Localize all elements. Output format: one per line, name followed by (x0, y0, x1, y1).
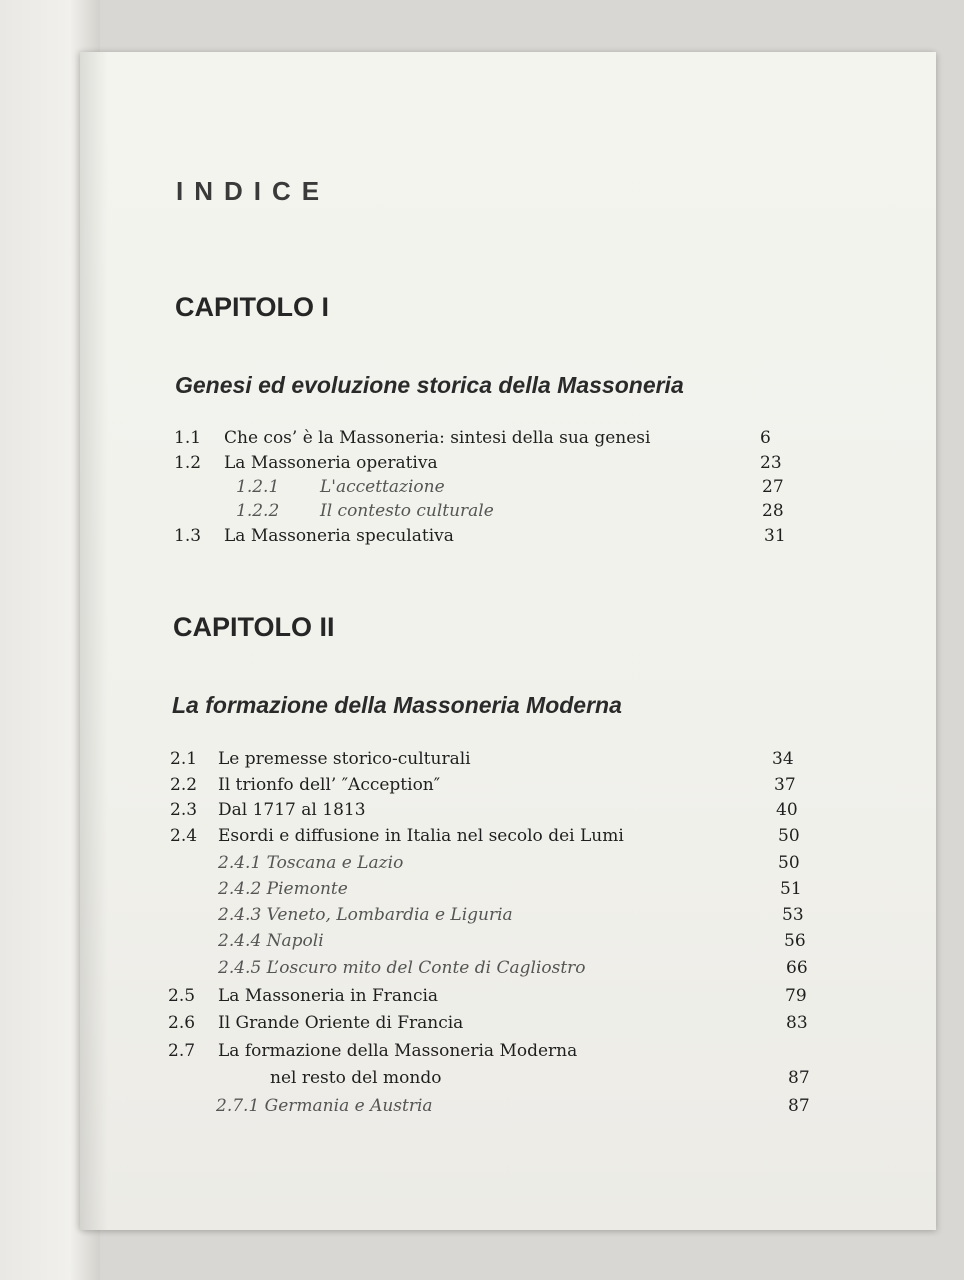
toc-entry-1-3[interactable] (174, 526, 794, 550)
toc-entry-2-4[interactable] (170, 826, 810, 850)
toc-entry-2-1[interactable] (170, 749, 810, 773)
toc-page: 83 (786, 1013, 808, 1033)
toc-page: 37 (774, 775, 796, 795)
toc-number: 2.1 (170, 749, 198, 769)
toc-text: Il contesto culturale (320, 501, 494, 521)
toc-entry-2-2[interactable] (170, 775, 810, 799)
toc-text: Il Grande Oriente di Francia (218, 1013, 464, 1033)
toc-number: 1.3 (174, 526, 202, 546)
toc-text: La Massoneria operativa (224, 453, 438, 473)
toc-number: 2.5 (168, 986, 196, 1006)
toc-page: 31 (764, 526, 786, 546)
toc-entry-2-4-4[interactable] (218, 931, 814, 955)
toc-number: 1.2 (174, 453, 202, 473)
toc-page: 51 (780, 879, 802, 899)
toc-entry-2-4-1[interactable] (218, 853, 814, 877)
toc-entry-2-7-cont[interactable] (168, 1068, 818, 1092)
toc-text: Esordi e diffusione in Italia nel secolo dei Lumi (218, 826, 624, 846)
chapter-2-heading: CAPITOLO II (173, 612, 335, 642)
chapter-1-subtitle: Genesi ed evoluzione storica della Massoneria (175, 372, 684, 398)
toc-number: 2.4 (170, 826, 198, 846)
toc-text: nel resto del mondo (270, 1068, 442, 1088)
toc-page: 50 (778, 853, 800, 873)
toc-page: 79 (785, 986, 807, 1006)
toc-entry-1-2-2[interactable] (236, 501, 796, 525)
toc-number: 1.1 (174, 428, 202, 448)
index-title: INDICE (176, 176, 331, 206)
toc-number: 2.6 (168, 1013, 196, 1033)
toc-entry-2-7[interactable] (168, 1041, 818, 1065)
toc-entry-2-5[interactable] (168, 986, 818, 1010)
toc-text: 2.4.4 Napoli (218, 931, 324, 951)
toc-page: 6 (760, 428, 771, 448)
toc-page: 40 (776, 800, 798, 820)
toc-text: Che cos’ è la Massoneria: sintesi della sua genesi (224, 428, 651, 448)
toc-number: 1.2.1 (236, 477, 280, 497)
toc-page: 87 (788, 1096, 810, 1116)
toc-text: 2.4.3 Veneto, Lombardia e Liguria (218, 905, 513, 925)
toc-page: 28 (762, 501, 784, 521)
toc-text: Il trionfo dell’ ″Acception″ (218, 775, 441, 795)
toc-text: La formazione della Massoneria Moderna (218, 1041, 578, 1061)
toc-entry-2-7-1[interactable] (216, 1096, 820, 1120)
toc-text: 2.4.2 Piemonte (218, 879, 348, 899)
toc-number: 2.7 (168, 1041, 196, 1061)
toc-page: 23 (760, 453, 782, 473)
toc-number: 2.2 (170, 775, 198, 795)
toc-page: 56 (784, 931, 806, 951)
toc-entry-2-4-2[interactable] (218, 879, 814, 903)
toc-text: Dal 1717 al 1813 (218, 800, 366, 820)
chapter-2-subtitle: La formazione della Massoneria Moderna (172, 692, 622, 718)
toc-page: 53 (782, 905, 804, 925)
toc-number: 2.3 (170, 800, 198, 820)
toc-page: 66 (786, 958, 808, 978)
toc-entry-1-1[interactable] (174, 428, 794, 452)
toc-entry-1-2[interactable] (174, 453, 794, 477)
toc-page: 34 (772, 749, 794, 769)
toc-number: 1.2.2 (236, 501, 280, 521)
page-gutter (80, 52, 108, 1230)
chapter-1-heading: CAPITOLO I (175, 292, 330, 322)
toc-page: 27 (762, 477, 784, 497)
toc-entry-2-6[interactable] (168, 1013, 818, 1037)
toc-entry-2-4-3[interactable] (218, 905, 814, 929)
toc-text: L'accettazione (320, 477, 445, 497)
toc-entry-2-3[interactable] (170, 800, 810, 824)
toc-entry-2-4-5[interactable] (218, 958, 814, 982)
toc-text: La Massoneria speculativa (224, 526, 454, 546)
toc-page: 87 (788, 1068, 810, 1088)
toc-page: 50 (778, 826, 800, 846)
toc-text: La Massoneria in Francia (218, 986, 439, 1006)
toc-text: 2.4.1 Toscana e Lazio (218, 853, 404, 873)
toc-text: 2.4.5 L’oscuro mito del Conte di Cagliostro (218, 958, 586, 978)
toc-text: 2.7.1 Germania e Austria (216, 1096, 433, 1116)
toc-text: Le premesse storico-culturali (218, 749, 471, 769)
toc-entry-1-2-1[interactable] (236, 477, 796, 501)
